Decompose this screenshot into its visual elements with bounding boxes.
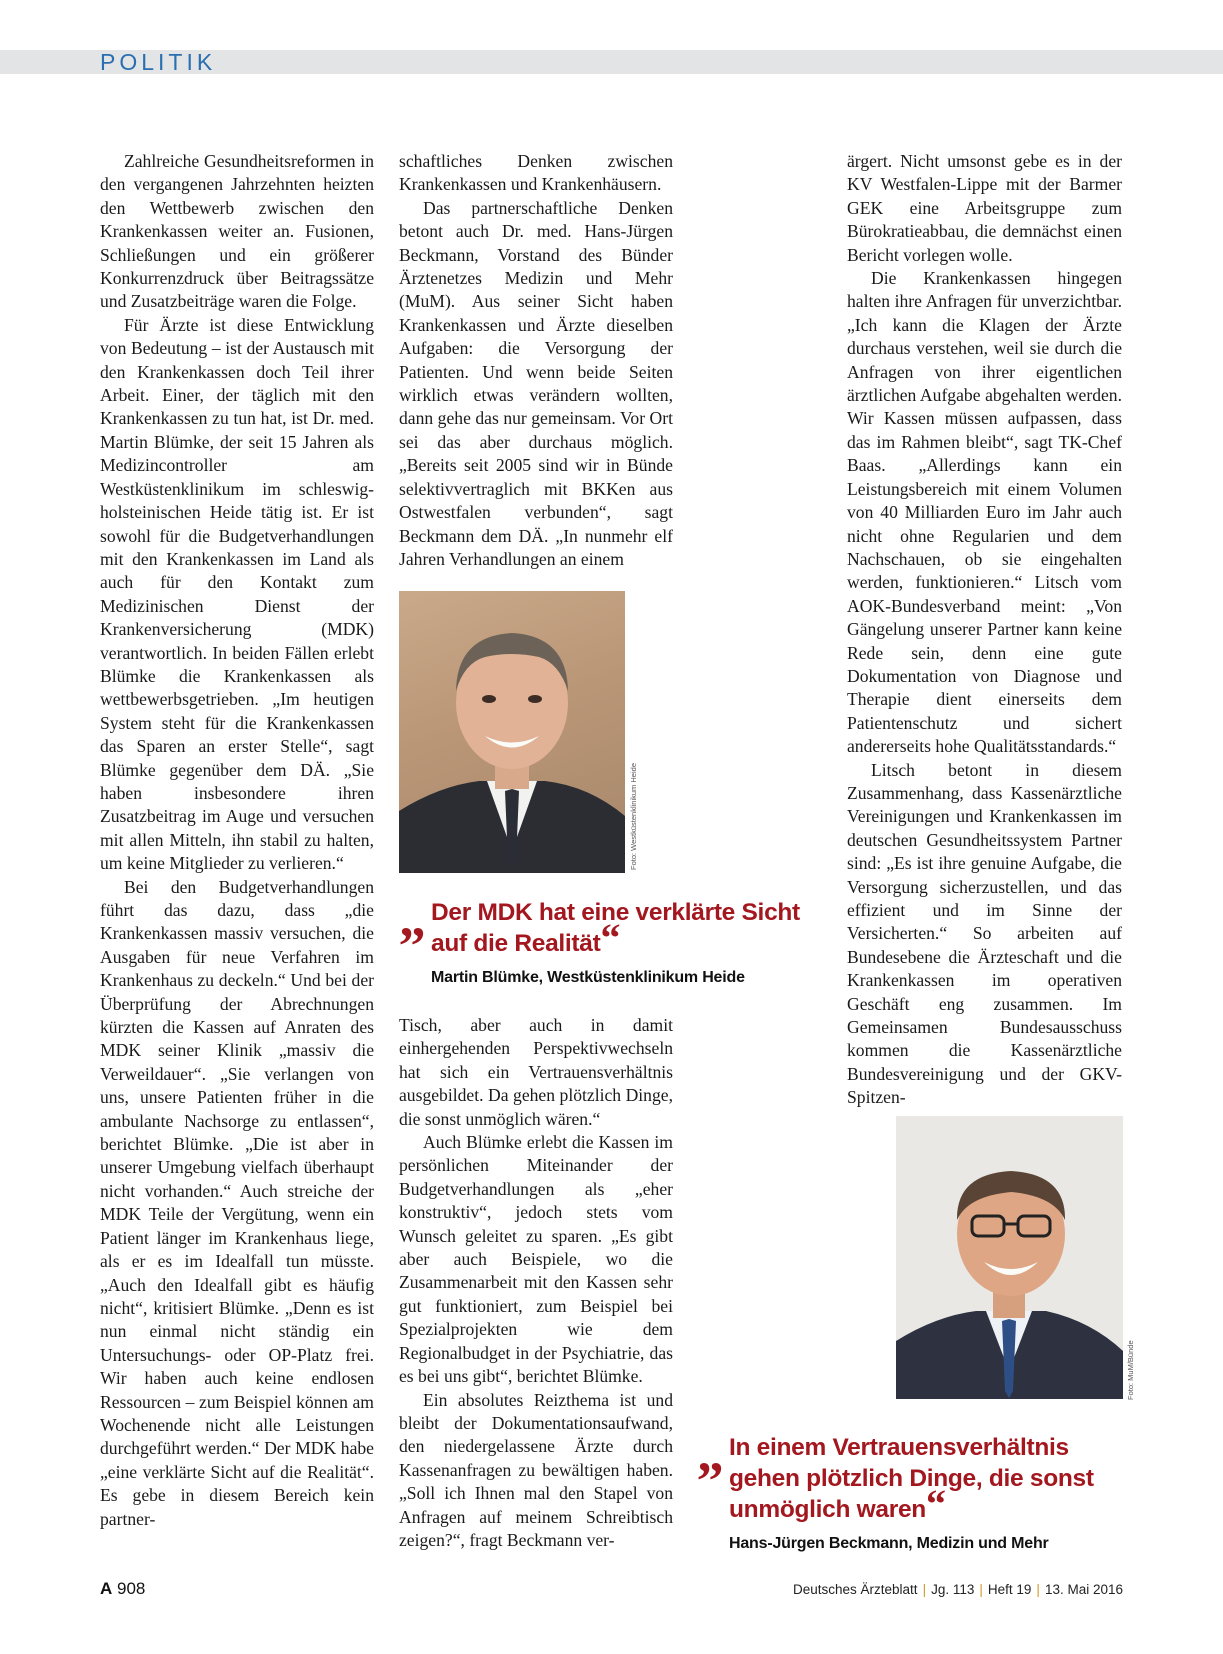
separator: | [979,1582,983,1597]
paragraph: Die Krankenkassen hingegen halten ihre Anfragen für unverzichtbar. „Ich kann die Klagen der Ärzte durchaus verstehen, weil sie durch die Anfragen von ihrer eigentlichen ärztlichen Aufgabe abgehalten werden. Wir Kassen müssen aufpassen, dass das im Rahmen bleibt“, sagt TK-Chef Baas. „Allerdings kann ein Leistungsbereich mit einem Volumen von 40 Milliarden Euro im Jahr auch nicht ohne Regularien und dem Nachschauen, ob sie eingehalten werden, funktionieren.“ Litsch vom AOK-Bundesverband meint: „Von Gängelung unserer Partner kann keine Rede sein, denn eine gute Dokumentation von Diagnose und Therapie dient einerseits dem Patientenschutz und sichert andererseits hohe Qualitätsstandards.“ [847,268,1122,757]
pull-quote-text [431,897,811,959]
page-prefix: A [100,1579,113,1598]
close-quote-mark: “ [600,915,621,960]
page-number [100,1579,145,1599]
section-title: POLITIK [100,49,217,75]
photo-credit: Foto: MuM/Bünde [1126,1340,1135,1400]
open-quote-mark: „ [697,1423,724,1483]
paragraph: Das partnerschaftliche Denken betont auch Dr. med. Hans-Jürgen Beckmann, Vorstand des Bünder Ärztenetzes Medizin und Mehr (MuM). Aus seiner Sicht haben Krankenkassen und Ärzte dieselben Aufgaben: die Versorgung der Patienten. Und wenn beide Seiten wirklich etwas verändern wollten, dann gehe das nur gemeinsam. Vor Ort sei das aber durchaus möglich. „Bereits seit 2005 sind wir in Bünde selektivvertraglich mit BKKen aus Ostwestfalen verbunden“, sagt Beckmann dem DÄ. „In nunmehr elf Jahren Verhandlungen an einem [399,197,673,569]
paragraph: Tisch, aber auch in damit einhergehenden Perspektivwechseln hat sich ein Vertrauensverhältnis ausgebildet. Da gehen plötzlich Dinge, die sonst unmöglich wären.“ [399,1015,673,1129]
paragraph: Litsch betont in diesem Zusammenhang, dass Kassenärztliche Vereinigungen und Krankenkassen im deutschen Gesundheitssystem Partner sind: „Es ist ihre genuine Aufgabe, die Versorgung sicherzustellen, und das effizient und im Sinne der Versicherten.“ So arbeiten auf Bundesebene die Ärzteschaft und die Krankenkassen im operativen Geschäft eng zusammen. Im Gemeinsamen Bundesausschuss kommen die Kassenärztliche Bundesvereinigung und der GKV-Spitzen- [847,759,1122,1108]
magazine-footer [793,1582,1123,1597]
open-quote-mark: „ [399,888,426,948]
paragraph: Für Ärzte ist diese Entwicklung von Bedeutung – ist der Austausch mit den Krankenkassen doch Teil ihrer Arbeit. Einer, der täglich mit den Krankenkassen zu tun hat, ist Dr. med. Martin Blümke, der seit 15 Jahren als Medizincontroller am Westküstenklinikum im schleswig-holsteinischen Heide tätig ist. Er ist sowohl für die Budgetverhandlungen mit den Krankenkassen im Land als auch für den Kontakt zum Medizinischen Dienst der Krankenversicherung (MDK) verantwortlich. In beiden Fällen erlebt Blümke die Krankenkassen als wettbewerbsgetrieben. „Im heutigen System steht für die Krankenkassen das Sparen an erster Stelle“, sagt Blümke gegenüber dem DÄ. „Sie haben insbesondere ihren Zusatzbeitrag im Auge und versuchen mit allen Mitteln, ihn stabil zu halten, um keine Mitglieder zu verlieren.“ [100,314,374,874]
article-column-1 [100,150,374,1531]
article-column-2-bottom [399,1014,673,1552]
paragraph: schaftliches Denken zwischen Krankenkassen und Krankenhäusern. [399,151,673,195]
separator: | [922,1582,927,1597]
pull-quote-attribution: Martin Blümke, Westküstenklinikum Heide [431,969,745,986]
portrait-illustration [896,1116,1123,1399]
paragraph: Bei den Budgetverhandlungen führt das dazu, dass „die Krankenkassen massiv versuchen, die Ausgaben für neue Verfahren im Krankenhaus zu deckeln.“ Und bei der Überprüfung der Abrechnungen kürzten die Kassen auf Anraten des MDK seiner Klinik „massiv die Verweildauer“. „Sie verlangen von uns, unsere Patienten früher in die ambulante Nachsorge zu entlassen“, berichtet Blümke. „Die ist aber in unserer Umgebung vielfach überhaupt nicht vorhanden.“ Auch streiche der MDK Teile der Vergütung, wenn ein Patient länger im Krankenhaus liege, als er es im Idealfall tun müsste. „Auch den Idealfall gibt es häufig nicht“, kritisiert Blümke. „Denn es ist nun einmal nicht ständig ein Untersuchungs- oder OP-Platz frei. Wir haben auch keine endlosen Ressourcen – zum Beispiel können am Wochenende nicht alle Leistungen durchgeführt werden.“ Der MDK habe „eine verklärte Sicht auf die Realität“. Es gebe in diesem Bereich kein partner- [100,876,374,1529]
portrait-photo-beckmann [896,1116,1123,1399]
close-quote-mark: “ [925,1481,946,1526]
pull-quote-2 [697,1423,1139,1553]
paragraph: Zahlreiche Gesundheitsreformen in den vergangenen Jahrzehnten heizten den Wettbewerb zwischen den Krankenkassen weiter an. Fusionen, Schließungen und ein größerer Konkurrenzdruck über Beitragssätze und Zusatzbeiträge waren die Folge. [100,151,374,312]
issue-date: 13. Mai 2016 [1044,1582,1123,1597]
issue: Heft 19 [987,1582,1032,1597]
portrait-illustration [399,591,625,873]
separator: | [1036,1582,1040,1597]
paragraph: Auch Blümke erlebt die Kassen im persönlichen Miteinander der Budgetverhandlungen als „eher konstruktiv“, jedoch stets vom Wunsch geleitet zu sparen. „Es gibt aber auch Beispiele, wo die Zusammenarbeit mit den Kassen sehr gut funktioniert, zum Beispiel bei Spezialprojekten wie dem Regionalbudget in der Psychiatrie, das es bei uns gibt“, berichtet Blümke. [399,1132,673,1387]
article-column-3 [847,150,1122,1110]
paragraph: ärgert. Nicht umsonst gebe es in der KV Westfalen-Lippe mit der Barmer GEK eine Arbeitsgruppe zum Bürokratieabbau, die demnächst einen Bericht vorlegen wolle. [847,151,1122,265]
photo-credit: Foto: Westküstenklinikum Heide [629,763,638,870]
article-column-2-top [399,150,673,571]
volume: Jg. 113 [931,1582,975,1597]
pull-quote-1 [399,888,811,987]
pull-quote-text-content: In einem Vertrauensverhältnis gehen plötzlich Dinge, die sonst unmöglich waren [729,1434,1094,1523]
page-number-value: 908 [117,1579,146,1598]
pull-quote-attribution: Hans-Jürgen Beckmann, Medizin und Mehr [729,1535,1049,1552]
pull-quote-text-content: Der MDK hat eine verklärte Sicht auf die Realität [431,899,800,957]
paragraph: Ein absolutes Reizthema ist und bleibt der Dokumentationsaufwand, den niedergelassene Ärzte durch Kassenanfragen zu bewältigen haben. „Soll ich Ihnen mal den Stapel von Anfragen auf meinem Schreibtisch zeigen?“, fragt Beckmann ver- [399,1389,673,1550]
pull-quote-text [729,1432,1139,1525]
portrait-photo-bluemke [399,591,625,873]
magazine-name: Deutsches Ärzteblatt [793,1582,918,1597]
